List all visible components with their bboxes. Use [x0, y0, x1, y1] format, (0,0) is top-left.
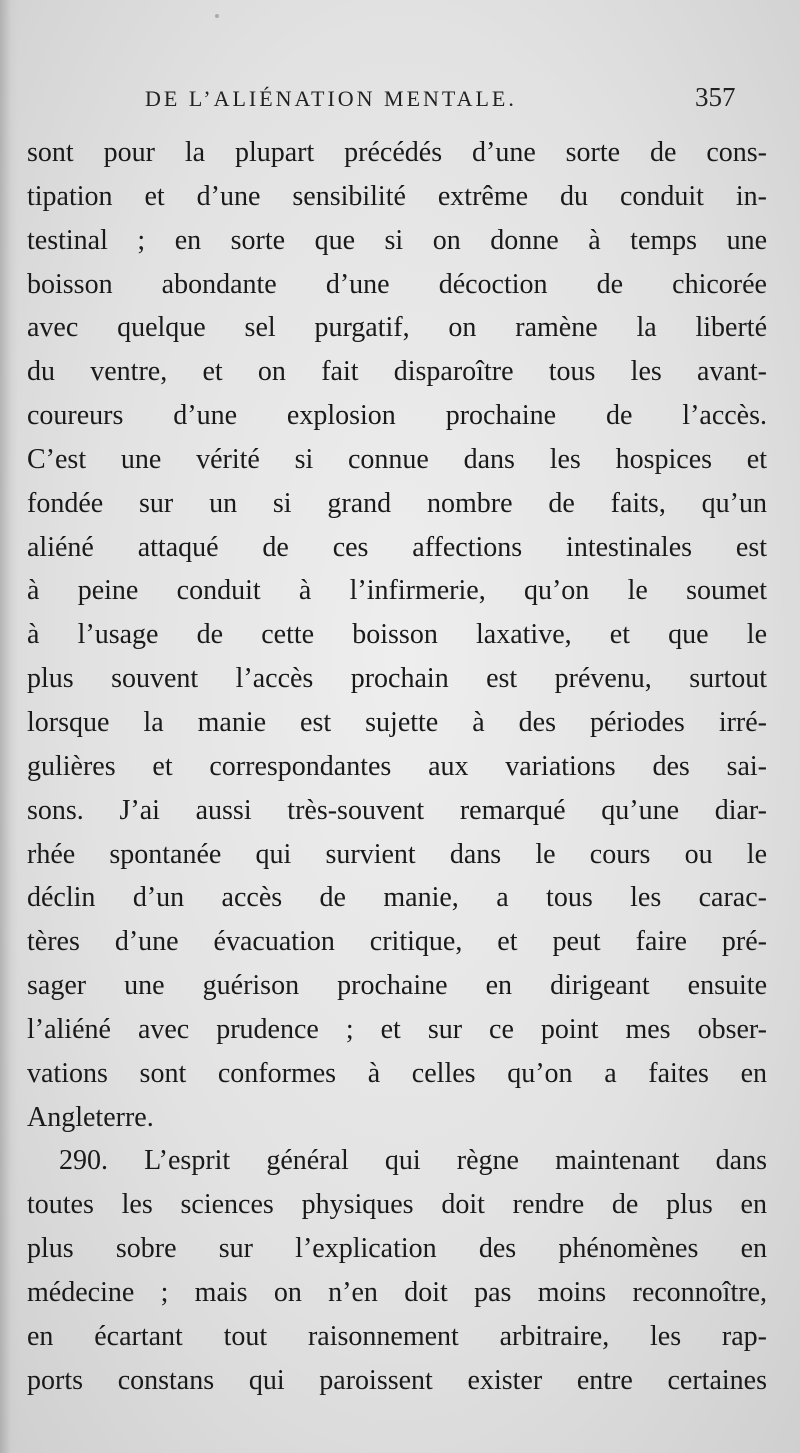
text-line: boisson abondante d’une décoction de chicorée [27, 268, 767, 300]
text-line: ports constans qui paroissent exister entre certaines [27, 1364, 767, 1396]
body-text [27, 131, 767, 1402]
text-line: vations sont conformes à celles qu’on a faites en [27, 1057, 767, 1089]
text-line: gulières et correspondantes aux variations des sai- [27, 750, 767, 782]
text-line: tipation et d’une sensibilité extrême du conduit in- [27, 180, 767, 212]
page-header [0, 80, 800, 120]
text-line: plus sobre sur l’explication des phénomènes en [27, 1233, 767, 1265]
text-line: plus souvent l’accès prochain est prévenu, surtout [27, 663, 767, 695]
running-head: DE L’ALIÉNATION MENTALE. [145, 86, 517, 111]
text-line: médecine ; mais on n’en doit pas moins reconnoître, [27, 1276, 767, 1308]
text-line: à l’usage de cette boisson laxative, et que le [27, 619, 767, 651]
text-line: à peine conduit à l’infirmerie, qu’on le soumet [27, 575, 767, 607]
text-line: en écartant tout raisonnement arbitraire, les rap- [27, 1320, 767, 1352]
paragraph-end-line: Angleterre. [27, 1101, 154, 1133]
text-line: toutes les sciences physiques doit rendre de plus en [27, 1189, 767, 1221]
text-line: C’est une vérité si connue dans les hospices et [27, 443, 767, 475]
text-line: sager une guérison prochaine en dirigeant ensuite [27, 970, 767, 1002]
text-line: rhée spontanée qui survient dans le cours ou le [27, 838, 767, 870]
text-line: déclin d’un accès de manie, a tous les carac- [27, 882, 767, 914]
text-line: lorsque la manie est sujette à des périodes irré- [27, 706, 767, 738]
ink-speck [215, 14, 219, 18]
page-number: 357 [695, 82, 736, 112]
text-line: l’aliéné avec prudence ; et sur ce point mes obser- [27, 1013, 767, 1045]
text-line: avec quelque sel purgatif, on ramène la liberté [27, 312, 767, 344]
text-line: aliéné attaqué de ces affections intestinales est [27, 531, 767, 563]
text-line: du ventre, et on fait disparoître tous les avant- [27, 356, 767, 388]
paragraph-start-line: 290. L’esprit général qui règne maintenant dans [59, 1145, 767, 1177]
text-line: coureurs d’une explosion prochaine de l’accès. [27, 400, 767, 432]
text-line: fondée sur un si grand nombre de faits, qu’un [27, 487, 767, 519]
text-line: sons. J’ai aussi très-souvent remarqué qu’une diar- [27, 794, 767, 826]
text-line: testinal ; en sorte que si on donne à temps une [27, 224, 767, 256]
text-line: tères d’une évacuation critique, et peut faire pré- [27, 926, 767, 958]
text-line: sont pour la plupart précédés d’une sorte de cons- [27, 137, 767, 168]
